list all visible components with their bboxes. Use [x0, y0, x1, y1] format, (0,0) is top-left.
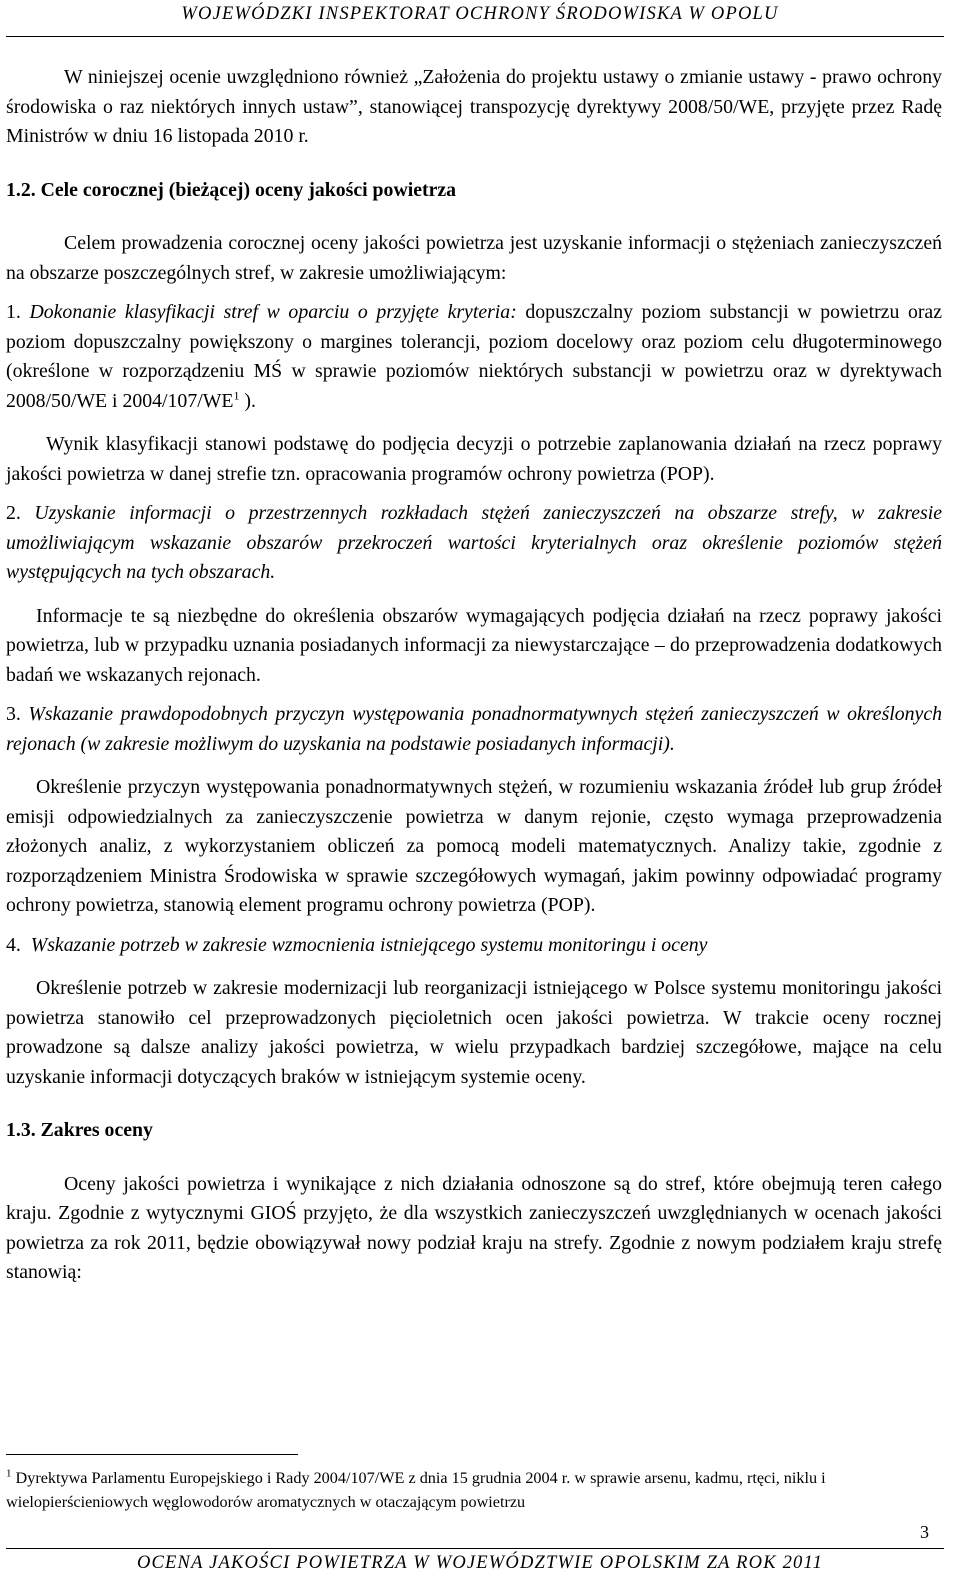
list-item-1-number: 1. [6, 301, 21, 323]
list-item-3 [6, 700, 942, 759]
list-item-3-title: Wskazanie prawdopodobnych przyczyn występowania ponadnormatywnych stężeń zanieczyszczeń w określonych rejonach (w zakresie możliwym do uzyskania na podstawie posiadanych informacji). [6, 703, 942, 755]
list-item-4-title: Wskazanie potrzeb w zakresie wzmocnienia istniejącego systemu monitoringu i oceny [30, 933, 708, 956]
list-item-1-title: Dokonanie klasyfikacji stref w oparciu o przyjęte kryteria: [29, 301, 517, 323]
footer-divider [6, 1548, 944, 1549]
list-item-3-number: 3. [6, 703, 21, 725]
footnote-marker: 1 [6, 1467, 12, 1480]
list-item-4-number: 4. [6, 933, 21, 956]
header-divider [6, 36, 944, 37]
page-header: WOJEWÓDZKI INSPEKTORAT OCHRONY ŚRODOWISKA W OPOLU [181, 4, 779, 24]
footnote-text: Dyrektywa Parlamentu Europejskiego i Rady 2004/107/WE z dnia 15 grudnia 2004 r. w sprawie arsenu, kadmu, rtęci, niklu i wielopierścieniowych węglowodorów aromatycznych w otaczającym powietrzu [6, 1469, 826, 1511]
section-1-3-paragraph: Oceny jakości powietrza i wynikające z nich działania odnoszone są do stref, które obejmują teren całego kraju. Zgodnie z wytycznymi GIOŚ przyjęto, że dla wszystkich zanieczyszczeń uwzględnianych w ocenach jakości powietrza za rok 2011, będzie obowiązywał nowy podział kraju na strefy. Zgodnie z nowym podziałem kraju strefę stanowią: [6, 1172, 942, 1283]
list-item-2 [6, 499, 942, 588]
list-item-2-number: 2. [6, 502, 21, 524]
document-body [6, 63, 942, 1288]
page-number: 3 [920, 1522, 929, 1542]
list-item-4-paragraph: Określenie potrzeb w zakresie modernizacji lub reorganizacji istniejącego w Polsce systemu monitoringu jakości powietrza stanowiło cel przeprowadzonych pięcioletnich ocen jakości powietrza. W trakcie oceny rocznej prowadzone są dalsze analizy jakości powietrza, w wielu przypadkach bardziej szczegółowe, mające na celu uzyskanie informacji dotyczących braków w istniejącym systemie oceny. [6, 977, 942, 1088]
list-item-1 [6, 298, 942, 416]
list-item-3-paragraph: Określenie przyczyn występowania ponadnormatywnych stężeń, w rozumieniu wskazania źródeł lub grup źródeł emisji odpowiedzialnych za zanieczyszczenie powietrza w danym rejonie, często wymaga przeprowadzenia złożonych analiz, z wykorzystaniem obliczeń za pomocą modeli matematycznych. Analizy takie, zgodnie z rozporządzeniem Ministra Środowiska w sprawie szczegółowych wymagań, jakim powinny odpowiadać programy ochrony powietrza, stanowią element programu ochrony powietrza (POP). [6, 776, 942, 916]
list-item-1-text: dopuszczalny poziom substancji w powietrzu oraz poziom dopuszczalny powiększony o margines tolerancji, poziom docelowy oraz poziom celu długoterminowego (określone w rozporządzeniu MŚ w sprawie poziomów niektórych substancji w powietrzu oraz w dyrektywach 2008/50/WE i 2004/107/WE [6, 301, 942, 412]
list-item-4 [6, 931, 942, 961]
footnote [6, 1466, 942, 1514]
page-footer: OCENA JAKOŚCI POWIETRZA W WOJEWÓDZTWIE OPOLSKIM ZA ROK 2011 [136, 1553, 824, 1573]
footnote-divider [6, 1454, 298, 1455]
section-heading-1-3: 1.3. Zakres oceny [6, 1119, 153, 1141]
footnote-ref[interactable]: 1 [233, 387, 240, 402]
list-item-2-title: Uzyskanie informacji o przestrzennych rozkładach stężeń zanieczyszczeń na obszarze strefy, w zakresie umożliwiającym wskazanie obszarów przekroczeń wartości kryterialnych oraz określenie poziomów stężeń występujących na tych obszarach. [6, 502, 942, 583]
section-heading-1-2: 1.2. Cele corocznej (bieżącej) oceny jakości powietrza [6, 178, 457, 201]
list-item-1-end: ). [239, 389, 256, 412]
list-item-2-paragraph: Informacje te są niezbędne do określenia obszarów wymagających podjęcia działań na rzecz poprawy jakości powietrza, lub w przypadku uznania posiadanych informacji za niewystarczające – do przeprowadzenia dodatkowych badań we wskazanych rejonach. [6, 604, 942, 686]
section-1-2-intro: Celem prowadzenia corocznej oceny jakości powietrza jest uzyskanie informacji o stężeniach zanieczyszczeń na obszarze poszczególnych stref, w zakresie umożliwiającym: [6, 232, 942, 284]
intro-paragraph: W niniejszej ocenie uwzględniono również „Założenia do projektu ustawy o zmianie ustawy - prawo ochrony środowiska o raz niektórych innych ustaw”, stanowiącej transpozycję dyrektywy 2008/50/WE, przyjęte przez Radę Ministrów w dniu 16 listopada 2010 r. [6, 66, 942, 147]
list-item-1-paragraph: Wynik klasyfikacji stanowi podstawę do podjęcia decyzji o potrzebie zaplanowania działań na rzecz poprawy jakości powietrza w danej strefie tzn. opracowania programów ochrony powietrza (POP). [6, 433, 942, 485]
